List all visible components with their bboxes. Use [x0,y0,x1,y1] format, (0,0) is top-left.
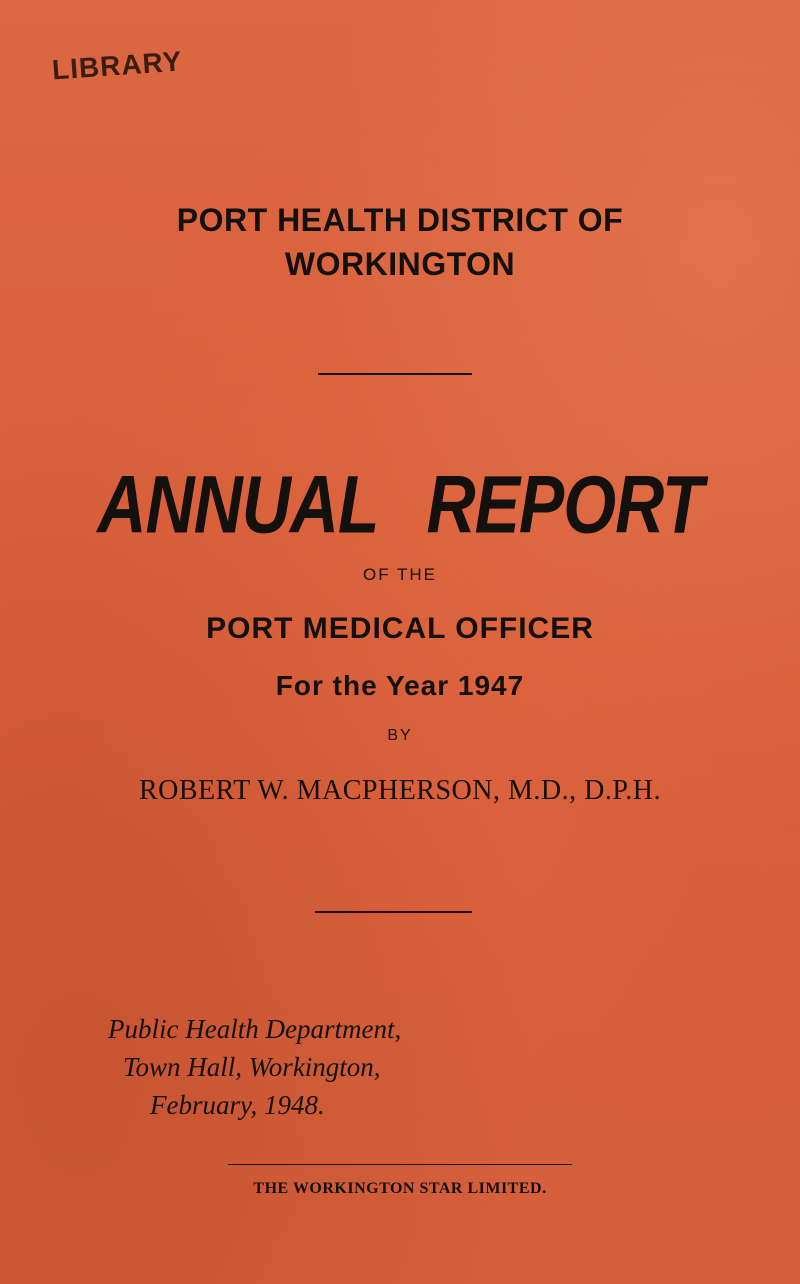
author-name: ROBERT W. MACPHERSON, M.D., D.P.H. [138,775,662,806]
district-heading [0,198,800,286]
report-year: For the Year 1947 [275,670,525,701]
report-title-word1: ANNUAL [97,459,379,551]
officer-title: PORT MEDICAL OFFICER [206,612,594,645]
printer-imprint: THE WORKINGTON STAR LIMITED. [253,1180,547,1197]
address-line3: February, 1948. [150,1090,325,1120]
address-line2: Town Hall, Workington, [123,1052,381,1082]
divider-top [318,373,472,375]
of-the-label: OF THE [362,565,438,584]
divider-bottom [228,1164,572,1165]
divider-middle [315,911,472,913]
address-line1: Public Health Department, [108,1014,402,1044]
library-stamp: LIBRARY [51,45,184,86]
by-label: BY [387,727,413,744]
district-heading-line2: WORKINGTON [284,246,516,282]
report-title-word2: REPORT [426,459,703,551]
district-heading-line1: PORT HEALTH DISTRICT OF [176,202,624,238]
report-title [0,458,800,552]
